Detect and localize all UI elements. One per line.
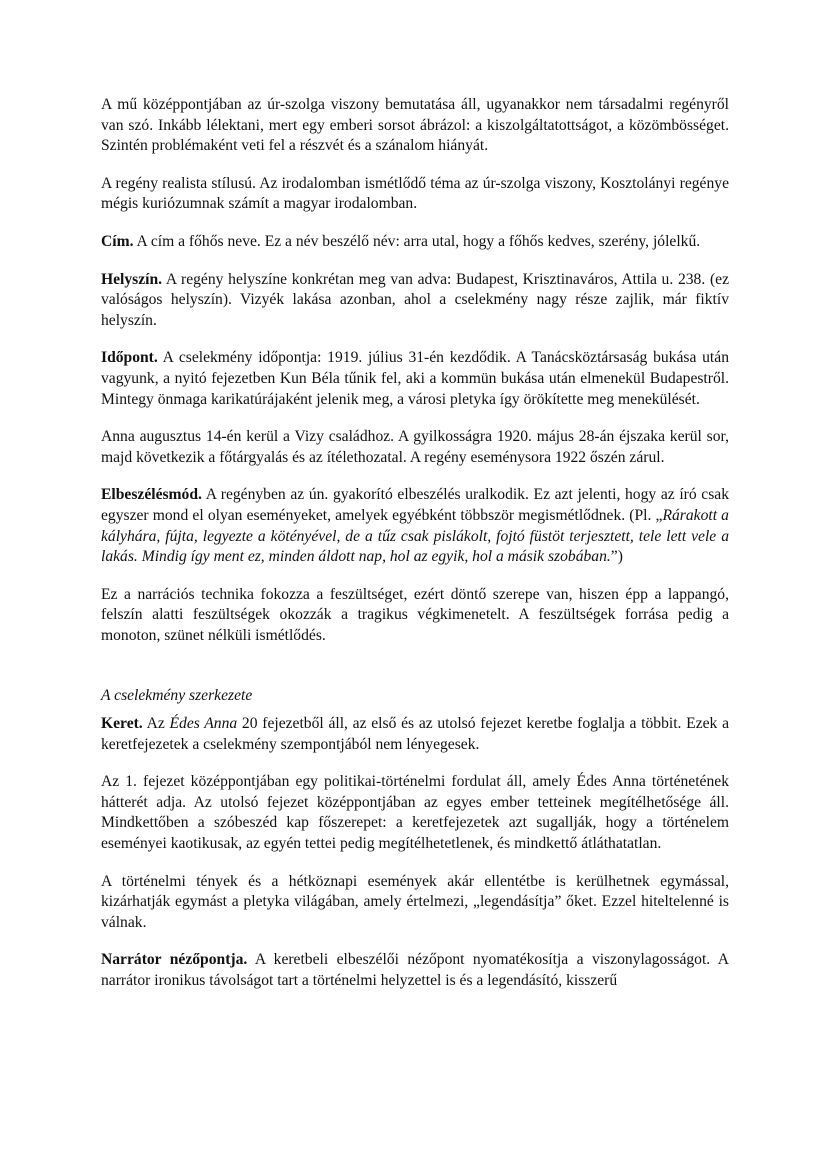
text-helyszin: A regény helyszíne konkrétan meg van adva: Budapest, Krisztinaváros, Attila u. 238. (ez valóságos helyszín). Vizyék lakása azonban, ahol a cselekmény nagy része zajlik, már fiktív helyszín. xyxy=(101,270,729,329)
text-elbeszelesmod: A regényben az ún. gyakorító elbeszélés uralkodik. Ez azt jelenti, hogy az író csak egyszer mond el olyan eseményeket, amelyek egyébként többször megismétlődnek. (Pl. „ xyxy=(101,486,729,524)
quote-elbeszelesmod: Rárakott a kályhára, fújta, legyezte a kötényével, de a tűz csak pislákolt, fojtó füstöt terjesztett, tele lett vele a lakás. Mindig így ment ez, minden áldott nap, hol az egyik, hol a másik szobában. xyxy=(101,506,729,566)
text-narrator: A keretbeli elbeszélői nézőpont nyomatékosítja a viszonylagosságot. A narrátor ironikus távolságot tart a történelmi helyzettel is és a legendásító, kisszerű xyxy=(101,951,729,989)
paragraph-facts: A történelmi tények és a hétköznapi események akár ellentétbe is kerülhetnek egymással, kizárhatják egymást a pletyka világában, amely értelmezi, „legendásítja” őket. Ezzel hiteltelenné is válnak. xyxy=(101,872,729,931)
document-page xyxy=(101,95,729,1009)
paragraph-frame xyxy=(101,714,729,755)
paragraph-narration-mode xyxy=(101,485,729,567)
label-keret: Keret. xyxy=(101,715,143,733)
paragraph-title xyxy=(101,232,729,253)
paragraph-style: A regény realista stílusú. Az irodalomban ismétlődő téma az úr-szolga viszony, Kosztolányi regénye mégis kuriózumnak számít a magyar irodalomban. xyxy=(101,174,729,213)
title-edes-anna: Édes Anna xyxy=(169,715,238,733)
text-cim: A cím a főhős neve. Ez a név beszélő név: arra utal, hogy a főhős kedves, szerény, jólelkű. xyxy=(133,232,701,250)
text-idopont: A cselekmény időpontja: 1919. július 31-én kezdődik. A Tanácsköztársaság bukása után vagyunk, a nyitó fejezetben Kun Béla tűnik fel, aki a kommün bukása után elmenekül Budapestről. Mintegy önmaga karikatúrájaként jelenik meg, a városi pletyka így örökítette meg menekülését. xyxy=(101,349,729,408)
label-elbeszelesmod: Elbeszélésmód. xyxy=(101,486,202,504)
label-cim: Cím. xyxy=(101,232,134,250)
label-narrator: Narrátor nézőpontja. xyxy=(101,951,248,969)
text-keret-b: 20 fejezetből áll, az első és az utolsó fejezet keretbe foglalja a többit. Ezek a keretfejezetek a cselekmény szempontjából nem lényegesek. xyxy=(101,715,729,753)
label-helyszin: Helyszín. xyxy=(101,270,163,288)
paragraph-narrator xyxy=(101,950,729,991)
label-idopont: Időpont. xyxy=(101,349,158,367)
paragraph-intro: A mű középpontjában az úr-szolga viszony bemutatása áll, ugyanakkor nem társadalmi regényről van szó. Inkább lélektani, mert egy emberi sorsot ábrázol: a kiszolgáltatottságot, a közömbösséget. Szintén problémaként veti fel a részvét és a szánalom hiányát. xyxy=(101,96,729,155)
paragraph-location xyxy=(101,270,729,332)
paragraph-chapters: Az 1. fejezet középpontjában egy politikai-történelmi fordulat áll, amely Édes Anna történetének hátterét adja. Az utolsó fejezet középpontjában az egyes ember tetteinek megítélhetősége áll. Mindkettőben a szóbeszéd kap főszerepet: a keretfejezetek azt sugallják, hogy a történelem eseményei kaotikusak, az egyén tettei pedig megítélhetetlenek, és mindkettő átláthatatlan. xyxy=(101,773,729,853)
section-heading: A cselekmény szerkezete xyxy=(101,687,253,705)
quote-close: ”) xyxy=(610,548,623,566)
text-keret-a: Az xyxy=(142,715,170,733)
paragraph-narration-technique: Ez a narrációs technika fokozza a feszültséget, ezért döntő szerepe van, hiszen épp a lappangó, felszín alatti feszültségek okozzák a tragikus végkimenetelt. A feszültségek forrása pedig a monoton, szünet nélküli ismétlődés. xyxy=(101,585,729,644)
paragraph-anna: Anna augusztus 14-én kerül a Vizy családhoz. A gyilkosságra 1920. május 28-án éjszaka kerül sor, majd következik a főtárgyalás és az ítélethozatal. A regény eseménysora 1922 őszén zárul. xyxy=(101,428,729,466)
paragraph-time xyxy=(101,348,729,410)
